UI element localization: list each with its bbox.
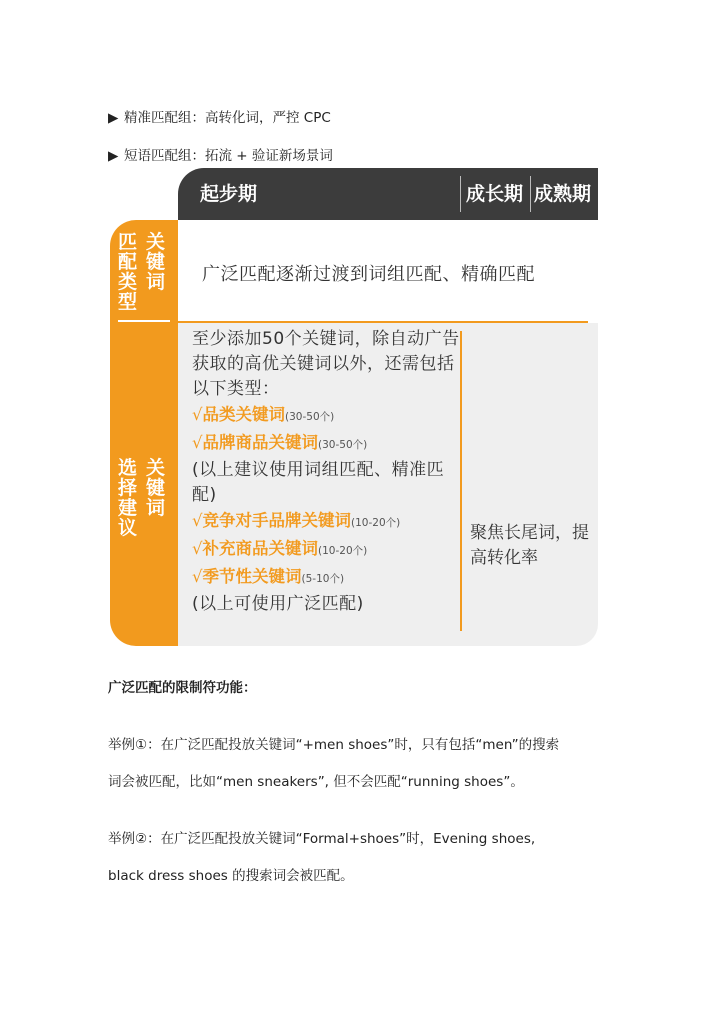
growth-suggestion-text: 聚焦长尾词，提高转化率 bbox=[470, 523, 589, 568]
check-icon: √ bbox=[192, 405, 203, 424]
header-mature: 成熟期 bbox=[534, 183, 592, 205]
check-icon: √ bbox=[192, 511, 203, 530]
group1-note: (以上建议使用词组匹配、精准匹配) bbox=[192, 460, 445, 505]
match-type-row bbox=[178, 220, 598, 322]
keyword-item bbox=[192, 430, 462, 458]
label-match-type-right: 关键词 bbox=[146, 231, 166, 293]
keyword-item bbox=[192, 402, 462, 430]
keyword-range: (10-20个) bbox=[318, 545, 368, 557]
keyword-label: 季节性关键词 bbox=[202, 567, 302, 586]
keyword-range: (30-50个) bbox=[285, 411, 335, 423]
keyword-strategy-table bbox=[110, 168, 598, 646]
play-arrow-icon: ▶ bbox=[108, 110, 119, 126]
keyword-item bbox=[192, 536, 462, 564]
section-heading: 广泛匹配的限制符功能： bbox=[108, 680, 257, 696]
example-1-line-1: 举例①：在广泛匹配投放关键词“+men shoes”时，只有包括“men”的搜索 bbox=[108, 737, 560, 753]
label-suggestion-left: 选择建议 bbox=[118, 457, 138, 539]
example-1-line-2: 词会被匹配，比如“men sneakers”, 但不会匹配“running shoes”。 bbox=[108, 774, 524, 790]
label-match-type-left: 匹配类型 bbox=[118, 231, 138, 313]
keyword-label: 补充商品关键词 bbox=[202, 539, 319, 558]
header-divider bbox=[460, 176, 461, 212]
keyword-label: 品类关键词 bbox=[202, 405, 286, 424]
keyword-range: (10-20个) bbox=[351, 517, 401, 529]
label-divider bbox=[118, 320, 170, 322]
group2-note: (以上可使用广泛匹配) bbox=[192, 594, 364, 614]
bullet-text: 精准匹配组：高转化词，严控 CPC bbox=[124, 110, 331, 126]
table-header bbox=[178, 168, 598, 220]
play-arrow-icon: ▶ bbox=[108, 148, 119, 164]
keyword-label: 竞争对手品牌关键词 bbox=[202, 511, 352, 530]
bullet-phrase-match bbox=[108, 144, 333, 164]
check-icon: √ bbox=[192, 433, 203, 452]
bullet-exact-match bbox=[108, 106, 331, 126]
bullet-text: 短语匹配组：拓流 + 验证新场景词 bbox=[124, 148, 333, 164]
example-2-line-1: 举例②：在广泛匹配投放关键词“Formal+shoes”时，Evening shoes, bbox=[108, 831, 536, 847]
suggestion-intro: 至少添加50个关键词，除自动广告获取的高优关键词以外，还需包括以下类型： bbox=[192, 329, 460, 399]
check-icon: √ bbox=[192, 567, 203, 586]
example-2-line-2: black dress shoes 的搜索词会被匹配。 bbox=[108, 868, 354, 884]
keyword-range: (5-10个) bbox=[301, 573, 345, 585]
label-suggestion-right: 关键词 bbox=[146, 457, 166, 519]
keyword-label: 品牌商品关键词 bbox=[202, 433, 319, 452]
startup-suggestion-cell bbox=[192, 327, 462, 617]
match-type-text: 广泛匹配逐渐过渡到词组匹配、精确匹配 bbox=[202, 264, 535, 285]
header-growth: 成长期 bbox=[466, 183, 524, 205]
keyword-item bbox=[192, 508, 462, 536]
header-startup: 起步期 bbox=[200, 183, 258, 205]
keyword-range: (30-50个) bbox=[318, 439, 368, 451]
header-divider bbox=[530, 176, 531, 212]
check-icon: √ bbox=[192, 539, 203, 558]
keyword-item bbox=[192, 564, 462, 592]
suggestion-row bbox=[178, 323, 598, 646]
row-label-column bbox=[110, 220, 178, 646]
